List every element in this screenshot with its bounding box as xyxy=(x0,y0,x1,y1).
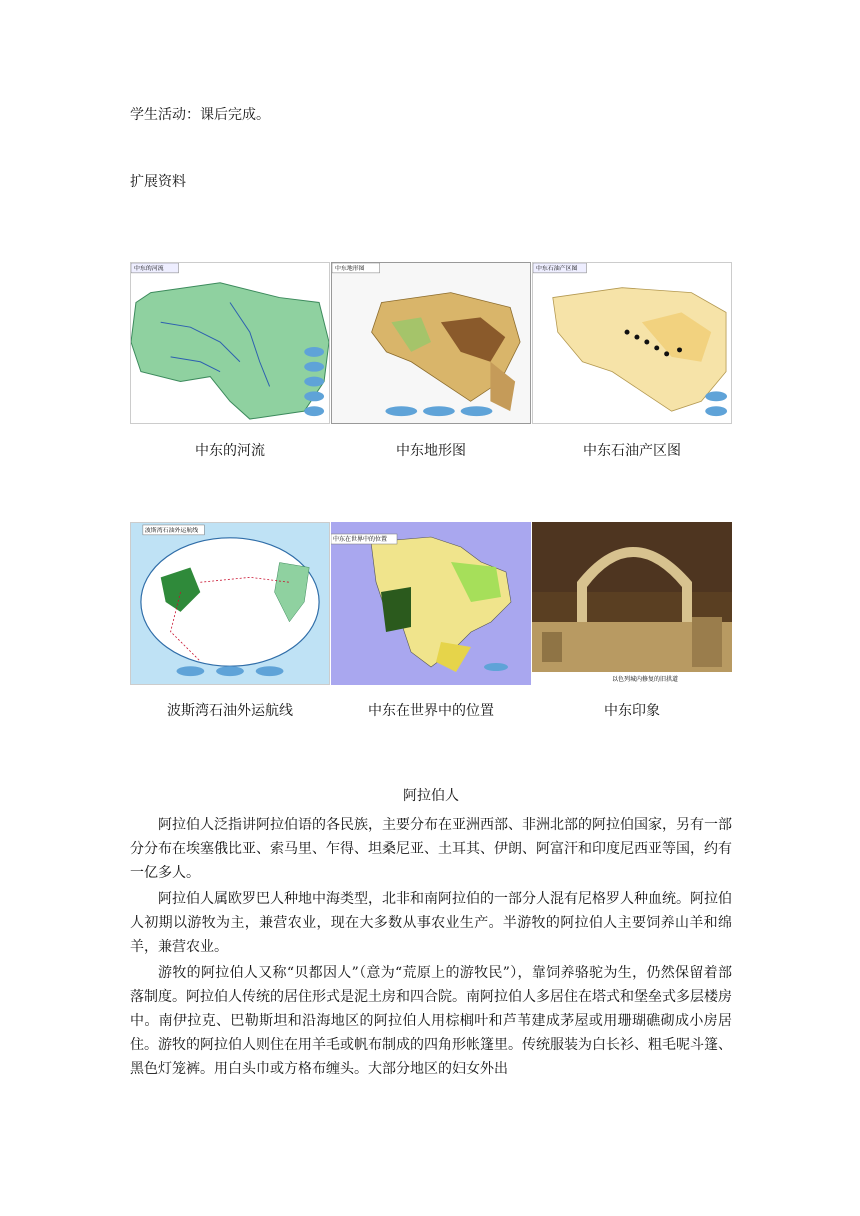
photo-caption: 以色列城内修复的旧拱道 xyxy=(612,676,679,683)
caption-rivers: 中东的河流 xyxy=(195,443,265,459)
article-paragraph-2: 阿拉伯人属欧罗巴人种地中海类型，北非和南阿拉伯的一部分人混有尼格罗人种血统。阿拉伯人初期以游牧为主，兼营农业，现在大多数从事农业生产。半游牧的阿拉伯人主要饲养山羊和绵羊，兼营农业。 xyxy=(130,891,732,955)
middle-east-rivers-map xyxy=(130,262,330,424)
figure-tag: 中东石油产区图 xyxy=(535,264,578,272)
oil-shipping-routes-map xyxy=(130,522,330,685)
article-title: 阿拉伯人 xyxy=(403,788,459,804)
caption-shipping: 波斯湾石油外运航线 xyxy=(167,703,293,719)
middle-east-arch-photo xyxy=(532,522,732,685)
middle-east-world-position-map xyxy=(331,522,531,685)
figure-tag: 中东在世界中的位置 xyxy=(333,536,388,543)
extended-materials-heading: 扩展资料 xyxy=(130,174,186,190)
caption-impression: 中东印象 xyxy=(604,703,660,719)
caption-terrain: 中东地形图 xyxy=(396,443,466,459)
student-activity-text: 学生活动：课后完成。 xyxy=(130,107,270,123)
article-paragraph-3: 游牧的阿拉伯人又称“贝都因人”（意为“荒原上的游牧民”），靠饲养骆驼为生，仍然保留着部落制度。阿拉伯人传统的居住形式是泥土房和四合院。南阿拉伯人多居住在塔式和堡垒式多层楼房中。南伊拉克、巴勒斯坦和沿海地区的阿拉伯人用棕榈叶和芦苇建成茅屋或用珊瑚礁砌成小房居住。游牧的阿拉伯人则住在用羊毛或帆布制成的四角形帐篷里。传统服装为白长衫、粗毛呢斗篷、黑色灯笼裤。用白头巾或方格布缠头。大部分地区的妇女外出 xyxy=(130,965,732,1077)
caption-world-position: 中东在世界中的位置 xyxy=(368,703,494,719)
middle-east-terrain-map xyxy=(331,262,531,424)
figure-tag: 中东的河流 xyxy=(133,264,164,272)
article-paragraph-1: 阿拉伯人泛指讲阿拉伯语的各民族，主要分布在亚洲西部、非洲北部的阿拉伯国家，另有一部分分布在埃塞俄比亚、索马里、乍得、坦桑尼亚、土耳其、伊朗、阿富汗和印度尼西亚等国，约有一亿多人。 xyxy=(130,817,732,881)
figure-tag: 波斯湾石油外运航线 xyxy=(144,526,199,534)
caption-oil: 中东石油产区图 xyxy=(583,443,681,459)
figure-tag: 中东地形图 xyxy=(334,264,365,272)
middle-east-oil-map xyxy=(532,262,732,424)
